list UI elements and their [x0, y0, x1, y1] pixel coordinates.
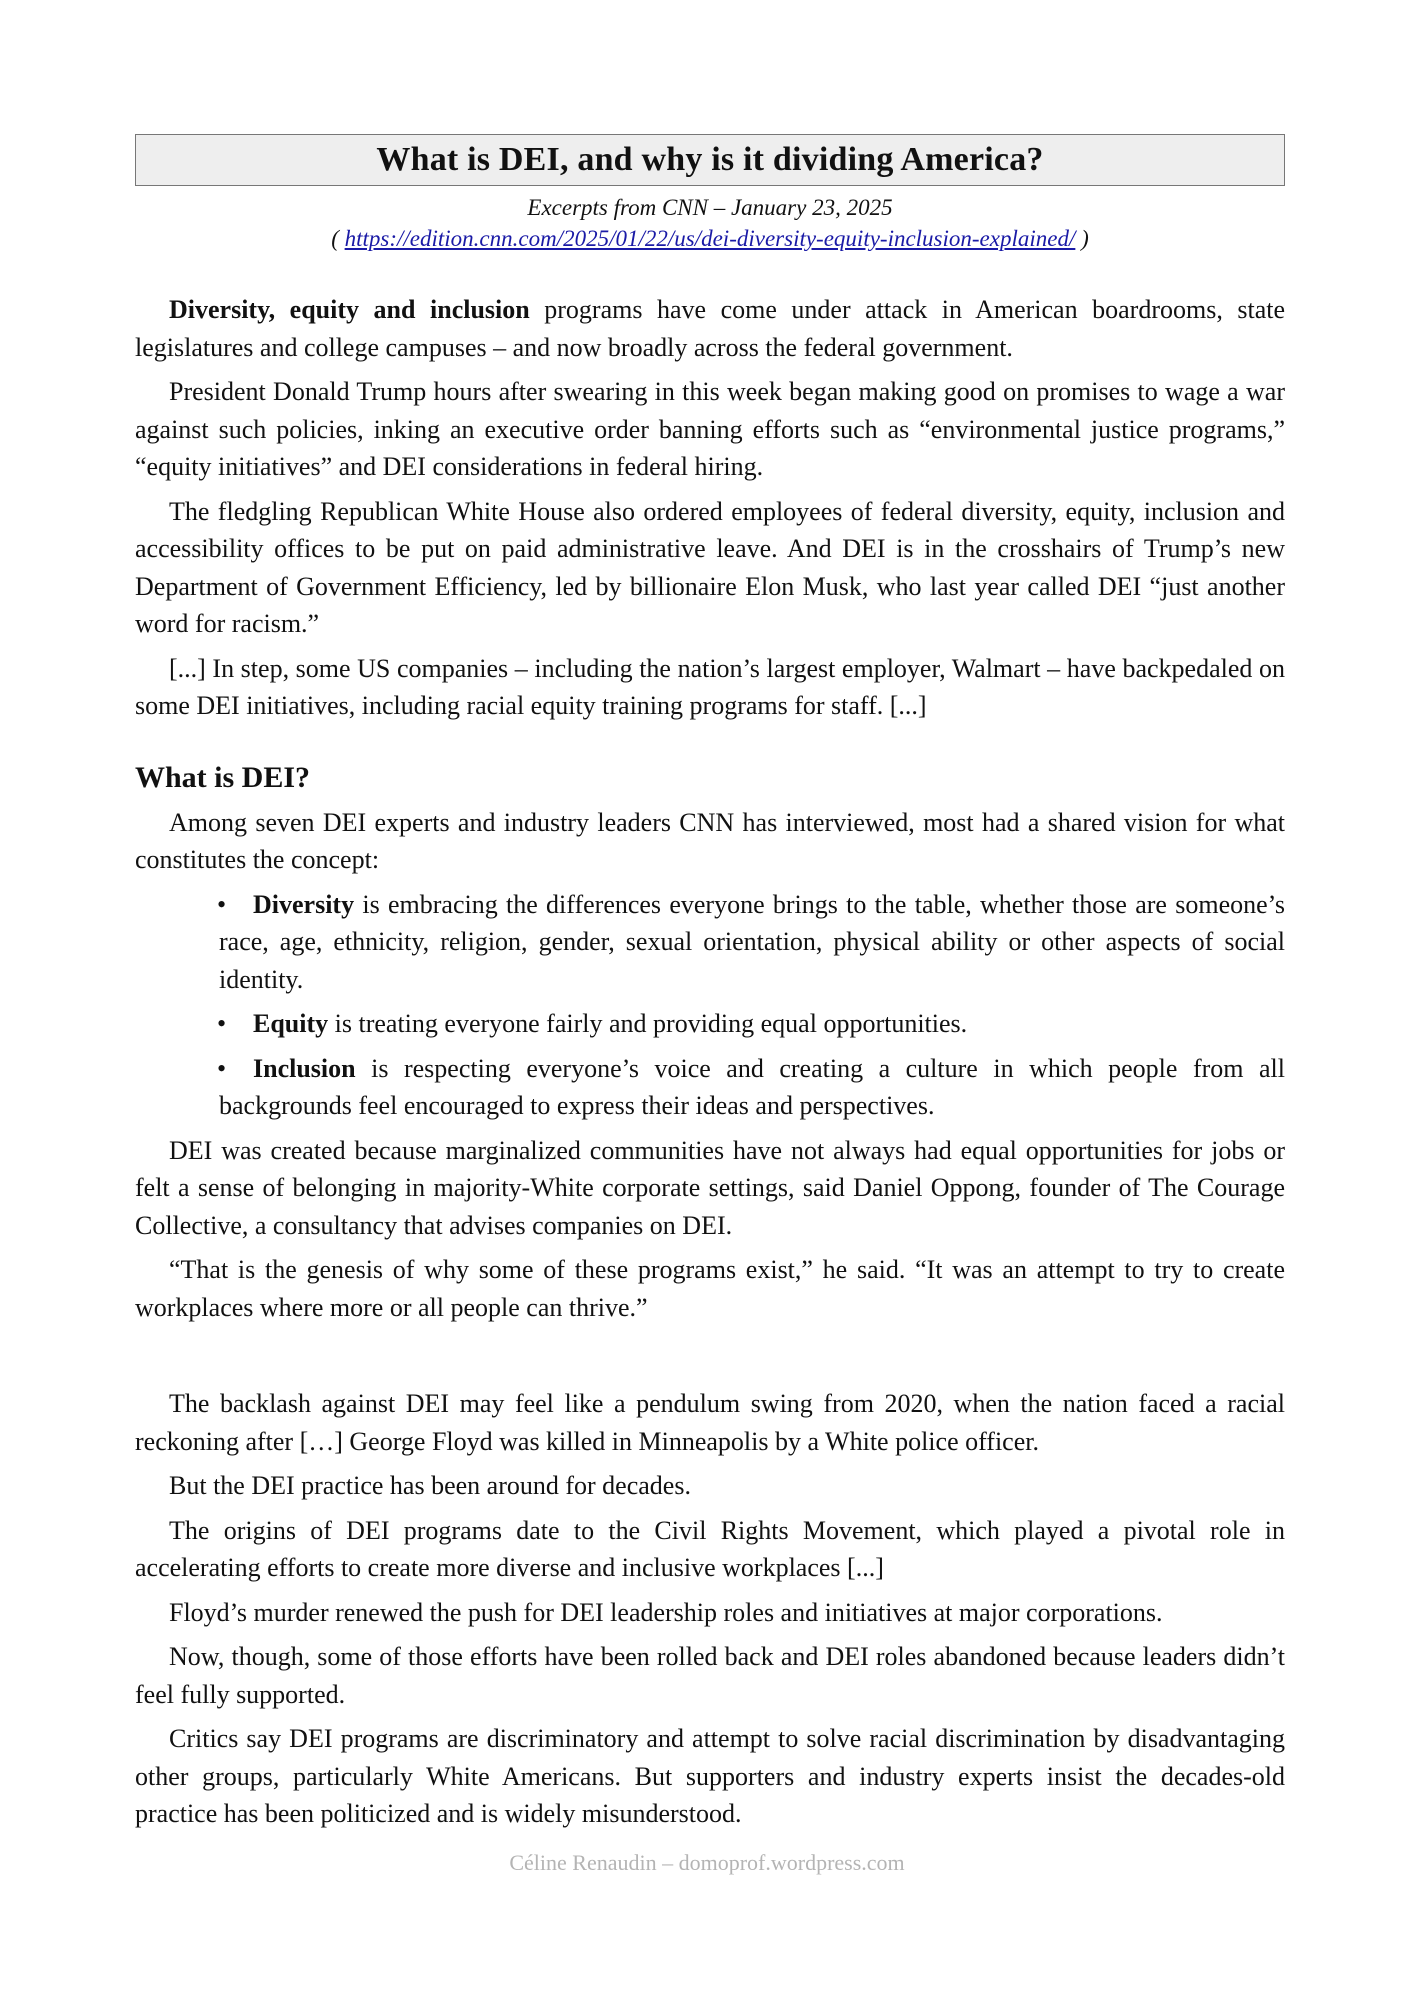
intro-bold-term: Diversity, equity and inclusion [169, 295, 530, 324]
list-text: is respecting everyone’s voice and creating a culture in which people from all backgrounds feel encouraged to express their ideas and perspectives. [219, 1053, 1285, 1120]
article-body [135, 291, 1285, 1833]
later-paragraph-6: Critics say DEI programs are discriminatory and attempt to solve racial discrimination by disadvantaging other groups, particularly White Americans. But supporters and industry experts insist the decades-old practice has been politicized and is widely misunderstood. [135, 1724, 1285, 1828]
bullet-icon: • [217, 889, 227, 919]
bullet-icon: • [217, 1053, 227, 1083]
intro-paragraph-4: [...] In step, some US companies – including the nation’s largest employer, Walmart – have backpedaled on some DEI initiatives, including racial equity training programs for staff. [...] [135, 653, 1285, 720]
bullet-icon: • [217, 1009, 227, 1038]
list-text: is treating everyone fairly and providing equal opportunities. [328, 1009, 968, 1038]
list-item-equity [219, 1005, 1285, 1043]
list-item-inclusion [219, 1050, 1285, 1125]
source-block [135, 192, 1285, 254]
intro-paragraph-3: The fledgling Republican White House also ordered employees of federal diversity, equity, inclusion and accessibility offices to be put on paid administrative leave. And DEI is in the crosshairs of Trump’s new Department of Government Efficiency, led by billionaire Elon Musk, who last year called DEI “just another word for racism.” [135, 496, 1285, 638]
section-paragraph-2: “That is the genesis of why some of these programs exist,” he said. “It was an attempt to try to create workplaces where more or all people can thrive.” [135, 1255, 1285, 1322]
later-paragraph-4: Floyd’s murder renewed the push for DEI leadership roles and initiatives at major corporations. [169, 1597, 1163, 1627]
section-lead: Among seven DEI experts and industry leaders CNN has interviewed, most had a shared vision for what constitutes the concept: [135, 807, 1285, 874]
intro-paragraph-2: President Donald Trump hours after swearing in this week began making good on promises to wage a war against such policies, inking an executive order banning efforts such as “environmental justice programs,” “equity initiatives” and DEI considerations in federal hiring. [135, 377, 1285, 481]
later-paragraph-2: But the DEI practice has been around for decades. [169, 1471, 691, 1500]
section-heading: What is DEI? [135, 760, 311, 794]
list-term: Diversity [253, 889, 355, 919]
document-page [135, 134, 1285, 1840]
intro-paragraph-1-text: programs have come under attack in American boardrooms, state legislatures and college campuses – and now broadly across the federal government. [135, 295, 1285, 362]
source-link[interactable]: https://edition.cnn.com/2025/01/22/us/dei-diversity-equity-inclusion-explained/ [344, 226, 1076, 251]
intro-paragraph-1 [135, 291, 1285, 366]
source-line: Excerpts from CNN – January 23, 2025 [527, 195, 893, 220]
list-term: Equity [253, 1009, 329, 1038]
list-item-diversity [219, 886, 1285, 999]
source-url-line [135, 223, 1285, 254]
list-text: is embracing the differences everyone brings to the table, whether those are someone’s race, age, ethnicity, religion, gender, sexual orientation, physical ability or other aspects of social identity. [219, 889, 1285, 994]
document-title: What is DEI, and why is it dividing America? [376, 141, 1044, 178]
page-footer: Céline Renaudin – domoprof.wordpress.com [509, 1850, 905, 1875]
document-title-box [135, 134, 1285, 186]
source-close-paren: ) [1075, 226, 1089, 251]
source-open-paren: ( [331, 226, 345, 251]
section-paragraph-1: DEI was created because marginalized communities have not always had equal opportunities for jobs or felt a sense of belonging in majority-White corporate settings, said Daniel Oppong, founder of The Courage Collective, a consultancy that advises companies on DEI. [135, 1135, 1285, 1240]
later-paragraph-5: Now, though, some of those efforts have been rolled back and DEI roles abandoned because leaders didn’t feel fully supported. [135, 1642, 1285, 1709]
list-term: Inclusion [253, 1053, 356, 1083]
spacer [135, 1333, 1285, 1385]
later-paragraph-1: The backlash against DEI may feel like a pendulum swing from 2020, when the nation faced a racial reckoning after […] George Floyd was killed in Minneapolis by a White police officer. [135, 1389, 1285, 1456]
later-paragraph-3: The origins of DEI programs date to the Civil Rights Movement, which played a pivotal role in accelerating efforts to create more diverse and inclusive workplaces [...] [135, 1515, 1285, 1582]
definition-list [135, 886, 1285, 1125]
